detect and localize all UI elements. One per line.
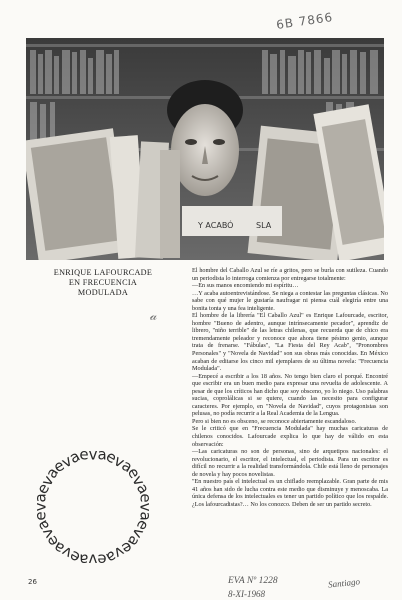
eva-logo-word: eva <box>31 493 50 521</box>
article-paragraph: …Y acaba autoentrevistándose. Se niega a contestar las preguntas clásicas. No sabe con qué mujer le gustaría naufragar ni piensa cuál elegiría entre una bonita tonta y una fea inteligente. <box>192 289 388 312</box>
author-photo <box>26 38 384 260</box>
eva-logo <box>18 432 168 582</box>
article-body <box>192 267 388 509</box>
book-spine-text: SLA <box>256 221 272 230</box>
article-paragraph: —Las caricaturas no son de personas, sino de arquetipos nacionales: el revolucionario, el escritor, el intelectual, el periodista. Para un escritor es difícil no recurrir a la realidad transformándola. Chile está lleno de personajes de novela y hay pocos novelistas. <box>192 448 388 478</box>
eva-logo-word: eva <box>50 537 84 568</box>
handwritten-date: 8-XI-1968 <box>228 589 265 599</box>
article-paragraph: —En sus manos encomiendo mi espíritu… <box>192 282 299 290</box>
eva-logo-word: eva <box>123 464 154 498</box>
eva-logo-word: eva <box>102 446 136 477</box>
article-paragraph: "En nuestro país el intelectual es un chiflado reemplazable. Gran parte de mis 41 años han sido de lucha contra este medio que disminuye y menoscaba. La única defensa de los intelectuales es tener un partido político que los respalde. ¿Los lafourcadistas?… No los conozco. Deben de ser un partido secreto. <box>192 478 388 508</box>
article-paragraph: —Empecé a escribir a los 18 años. No tengo bien claro el porqué. Encontré que escribir era un buen medio para expresar una revuelta de adolescente. A pesar de que los críticos han dicho que soy obsceno, yo lo niego. Uso palabras sucias, coprolálicas si se quiere, cuando las necesito para configurar caracteres. Por ejemplo, en "Novela de Navidad", cuyos protagonistas son pelusas, no podía recurrir a la Real Academia de la Lengua. <box>192 372 388 418</box>
photo-caption <box>28 268 178 298</box>
eva-logo-word: eva <box>32 516 63 550</box>
article-paragraph: El hombre de la librería "El Caballo Azul" es Enrique Lafourcade, escritor, hombre "Bueno de adentro, aunque intrínsecamente pecador", aprendiz de librero, "niño terrible" de las letras chilenas, que recuerda que de chico era tremendamente peleador y reconoce que ahora tiene pésimo genio, aunque trata de frenarse. "Fábulas", "La Fiesta del Rey Acab", "Pronombres Personales" y "Novela de Navidad" son sus obras más conocidas. En México acaban de editarse los cinco mil ejemplares de su última novela: "Frecuencia Modulada". <box>192 312 388 373</box>
article-paragraph: Se le criticó que en "Frecuencia Modulada" hay muchas caricaturas de chilenos conocidos. Lafourcade explica lo que hay de válido en esta observación: <box>192 425 388 448</box>
handwritten-reference: 6B 7866 <box>275 10 334 32</box>
handwritten-mark: 𝒶 <box>150 308 158 323</box>
article-paragraph: El hombre del Caballo Azul se ríe a gritos, pero se burla con sutileza. Cuando un periodista lo interroga comienza por entregarse totalmente: <box>192 267 388 282</box>
handwritten-city: Santiago <box>327 576 361 590</box>
page-number: 26 <box>28 578 37 586</box>
eva-logo-word: eva <box>79 550 107 569</box>
book-spine-text: Y ACABÓ <box>198 221 234 230</box>
eva-logo-word: eva <box>102 537 136 568</box>
eva-logo-word: eva <box>32 464 63 498</box>
eva-logo-word: eva <box>50 446 84 477</box>
eva-logo-word: eva <box>123 516 154 550</box>
caption-line: ENRIQUE LAFOURCADE <box>53 268 153 277</box>
caption-line: MODULADA <box>77 288 129 297</box>
caption-line: EN FRECUENCIA <box>68 278 138 287</box>
article-paragraph: Pero si bien no es obsceno, se reconoce abiertamente escandaloso. <box>192 417 357 425</box>
handwritten-source: EVA Nº 1228 <box>228 576 278 586</box>
eva-logo-word: eva <box>136 493 155 521</box>
eva-logo-word: eva <box>79 445 107 464</box>
